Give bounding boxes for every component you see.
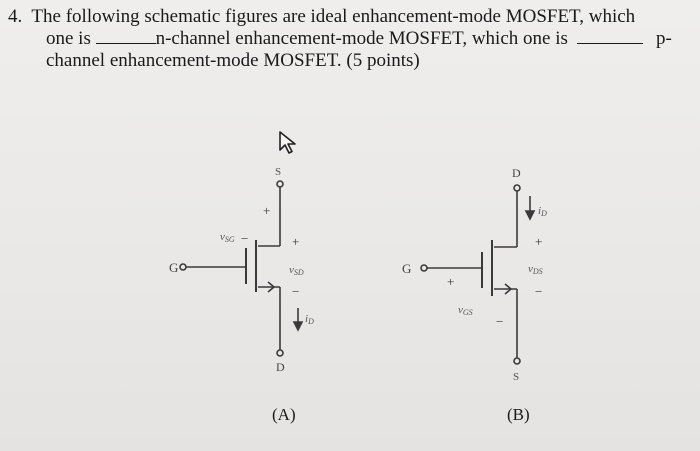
- source-label-a: S: [275, 166, 282, 178]
- vsd-label: vSD: [289, 264, 304, 277]
- question-number: 4.: [8, 6, 23, 27]
- current-label-a: iD: [305, 313, 314, 326]
- vgs-label: vGS: [458, 304, 473, 317]
- question-line-2-end: p-: [656, 28, 672, 49]
- plus-sign-b2: +: [535, 234, 543, 249]
- gate-label-a: G: [169, 260, 179, 275]
- plus-sign-a1: +: [263, 203, 271, 218]
- vsg-label: vSG: [220, 231, 235, 244]
- question-line-1-text: The following schematic figures are ideal enhancement-mode MOSFET, which: [31, 6, 636, 27]
- caption-a: (A): [272, 405, 296, 424]
- caption-b: (B): [507, 405, 530, 424]
- drain-label-b: D: [512, 166, 521, 180]
- gate-label-b: G: [402, 261, 412, 276]
- plus-sign-a2: +: [292, 234, 300, 249]
- minus-sign-b1: −: [496, 314, 504, 329]
- gate-terminal-b: [421, 265, 427, 271]
- vds-label: vDS: [528, 263, 543, 276]
- question-line-2-a: one is: [46, 28, 91, 49]
- plus-sign-b1: +: [447, 274, 455, 289]
- drain-label-a: D: [276, 360, 285, 374]
- question-line-3: channel enhancement-mode MOSFET. (5 points): [46, 50, 420, 71]
- current-label-b: iD: [538, 205, 547, 218]
- source-terminal-b: [514, 358, 520, 364]
- minus-sign-a2: −: [292, 284, 300, 299]
- minus-sign-a1: −: [241, 231, 249, 246]
- source-label-b: S: [513, 371, 520, 383]
- minus-sign-b2: −: [535, 284, 543, 299]
- drain-terminal-b: [514, 185, 520, 191]
- question-line-2-b: n-channel enhancement-mode MOSFET, which one is: [155, 28, 568, 49]
